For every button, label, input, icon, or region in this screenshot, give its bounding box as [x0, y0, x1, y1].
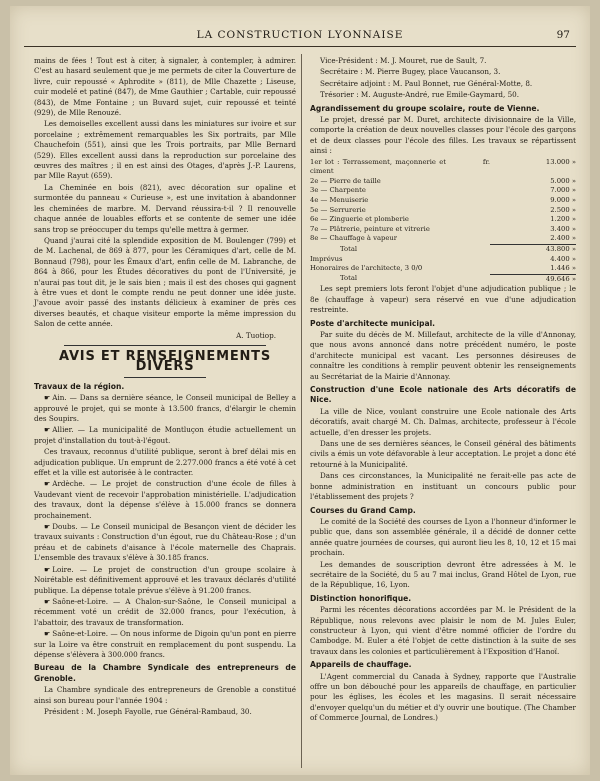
table-row — [310, 245, 576, 255]
article-paragraph: Le comité de la Société des courses de Lyon a l'honneur d'informer le public que, dans son assemblée générale, il a décidé de donner cette année quatre journées de courses, qui auront lieu les 8, 10, 12 et 15 mai prochain. — [310, 516, 576, 558]
subsection-heading: Bureau de la Chambre Syndicale des entrepreneurs de Grenoble. — [34, 663, 296, 683]
author-signature: A. Tuotiop. — [236, 330, 276, 340]
table-row — [310, 234, 576, 244]
article-paragraph: Les sept premiers lots feront l'objet d'une adjudication publique ; le 8e (chauffage à vapeur) sera réservé en vue d'une adjudication restreinte. — [310, 284, 576, 315]
news-item: ☛ Saône-et-Loire. — A Chalon-sur-Saône, le Conseil municipal a récemment voté un crédit de 32.000 francs, pour l'exécution, à l'abattoir, des travaux de transformation. — [34, 596, 296, 627]
table-row — [310, 274, 576, 284]
article-paragraph: La ville de Nice, voulant construire une Ecole nationale des Arts décoratifs, avait chargé M. Ch. Dalmas, architecte, professeur à l'école actuelle, d'en dresser les projets. — [310, 406, 576, 437]
currency-label — [446, 196, 490, 206]
bureau-member: Vice-Président : M. J. Mouret, rue de Sault, 7. — [320, 56, 487, 65]
news-item: ☛ Ardèche. — Le projet de construction d'une école de filles à Vaudevant vient de recevoir l'approbation ministérielle. L'adjudication des travaux, dont la dépense s'élève à 15.000 francs se donnera prochainement. — [34, 479, 296, 520]
table-row — [310, 196, 576, 206]
table-row — [310, 186, 576, 196]
bureau-member: Président : M. Joseph Fayolle, rue Général-Rambaud, 30. — [44, 706, 252, 716]
table-row — [310, 158, 576, 177]
row-label: 5e — Serrurerie — [310, 205, 366, 214]
page-header — [24, 28, 576, 47]
left-column — [34, 56, 296, 718]
news-item: ☛ Loire. — Le projet de construction d'un groupe scolaire à Noirétable est définitivement approuvé et les travaux déclarés d'utilité publique. La dépense totale prévue s'élève à 91.200 francs. — [34, 564, 296, 595]
section-title: AVIS ET RENSEIGNEMENTS DIVERS — [58, 348, 272, 375]
table-row — [310, 225, 576, 235]
grand-total-amount: 49.646 » — [490, 274, 576, 284]
budget-table — [310, 158, 576, 285]
bureau-member: Secrétaire : M. Pierre Bugey, place Vaucanson, 3. — [320, 67, 501, 77]
row-amount: 1.446 » — [550, 264, 576, 273]
row-amount: 9.000 » — [550, 196, 576, 205]
right-column — [310, 56, 576, 725]
table-row — [310, 177, 576, 187]
row-label: 2e — Pierre de taille — [310, 176, 381, 185]
row-label: 1er lot : Terrassement, maçonnerie et ciment — [310, 157, 446, 176]
subsection-heading: Travaux de la région. — [34, 381, 125, 391]
news-item: ☛ Ain. — Dans sa dernière séance, le Conseil municipal de Belley a approuvé le projet, qui se monte à 13.500 francs, d'élargir le chemin des Soupirs. — [34, 393, 296, 423]
row-amount: 2.500 » — [550, 205, 576, 214]
news-item: ☛ Saône-et-Loire. — On nous informe de Digoin qu'un pont en pierre sur la Loire va être construit en remplacement du pont suspendu. La dépense s'élèvera à 300.000 francs. — [34, 629, 296, 659]
table-row — [310, 215, 576, 225]
row-amount: 1.200 » — [550, 215, 576, 224]
currency-label — [446, 215, 490, 225]
row-label: 3e — Charpente — [310, 186, 366, 195]
row-label: 4e — Menuiserie — [310, 196, 369, 205]
newspaper-page — [10, 6, 590, 775]
row-amount: 13.000 » — [545, 157, 576, 166]
row-amount: 5.000 » — [550, 176, 576, 185]
currency-label: fr. — [482, 157, 490, 166]
article-paragraph: La Cheminée en bois (821), avec décoration sur opaline et surmontée du panneau « Curieuse », est une invitation à abandonner les cheminées de marbre. M. Dervand réussira-t-il ? Il renouvelle chaque année de louables efforts et se contente de semer une idée sans trop se préoccuper du temps qu'elle mettra à germer. — [34, 182, 296, 234]
row-label: Honoraires de l'architecte, 3 0/0 — [310, 264, 423, 273]
currency-label — [446, 186, 490, 196]
row-label: 7e — Plâtrerie, peinture et vitrerie — [310, 224, 430, 233]
news-item: ☛ Doubs. — Le Conseil municipal de Besançon vient de décider les travaux suivants : Construction d'un égout, rue du Château-Rose ; d'un préau et de cabinets d'aisance à l'école maternelle des Chaprais. L'ensemble des travaux s'élève à 30.185 francs. — [34, 522, 296, 563]
article-paragraph: L'Agent commercial du Canada à Sydney, rapporte que l'Australie offre un bon débouché pour les appareils de chauffage, en particulier pour les églises, les écoles et les magasins. Il serait nécessaire d'envoyer quelqu'un du métier et d'y ouvrir une boutique. (The Chamber of Commerce Journal, de Londres.) — [310, 671, 576, 723]
row-amount: 2.400 » — [550, 234, 576, 243]
subsection-heading: Distinction honorifique. — [310, 593, 412, 603]
subsection-heading: Construction d'une Ecole nationale des Arts décoratifs de Nice. — [310, 385, 576, 405]
total-label: Total — [340, 244, 358, 253]
pointing-hand-icon: ☛ — [44, 597, 51, 606]
article-paragraph: Les demandes de souscription devront être adressées à M. le secrétaire de la Société, du 5 au 7 mai inclus, Grand Hôtel de Lyon, rue de la République, 16, Lyon. — [310, 559, 576, 590]
total-label: Total — [340, 274, 358, 283]
article-paragraph: Dans une de ses dernières séances, le Conseil général des bâtiments civils a émis un vote défavorable à leur acceptation. Le projet a donc été retourné à la Municipalité. — [310, 439, 576, 469]
table-row — [310, 206, 576, 216]
pointing-hand-icon: ☛ — [44, 523, 51, 532]
pointing-hand-icon: ☛ — [44, 426, 51, 435]
page-number: 97 — [556, 29, 570, 41]
subsection-heading: Appareils de chauffage. — [310, 660, 412, 670]
currency-label — [446, 177, 490, 187]
section-rule — [124, 377, 206, 378]
pointing-hand-icon: ☛ — [44, 630, 51, 639]
article-paragraph: Dans ces circonstances, la Municipalité ne ferait-elle pas acte de bonne administration en instituant un concours public pour l'établissement des projets ? — [310, 471, 576, 502]
bureau-member: Secrétaire adjoint : M. Paul Bonnet, rue Général-Motte, 8. — [320, 78, 533, 88]
subsection-heading: Courses du Grand Camp. — [310, 505, 416, 515]
news-item: Ces travaux, reconnus d'utilité publique, seront à bref délai mis en adjudication publique. Un emprunt de 2.277.000 francs a été voté à cet effet et la ville est autorisée à le contracter. — [34, 447, 296, 478]
article-paragraph: Le projet, dressé par M. Duret, architecte divisionnaire de la Ville, comporte la création de deux nouvelles classes pour l'école des garçons et de deux classes pour l'école des filles. Les travaux se répartissent ainsi : — [310, 115, 576, 156]
article-paragraph: La Chambre syndicale des entrepreneurs de Grenoble a constitué ainsi son bureau pour l'année 1904 : — [34, 685, 296, 705]
row-label: 8e — Chauffage à vapeur — [310, 234, 397, 243]
running-title: LA CONSTRUCTION LYONNAISE — [196, 29, 404, 41]
article-paragraph: Parmi les récentes décorations accordées par M. le Président de la République, nous relevons avec plaisir le nom de M. Jules Euler, constructeur à Lyon, qui vient d'être nommé officier de l'ordre du Cambodge. M. Euler a été l'objet de cette distinction à la suite de ses travaux dans les colonies et particulièrement à l'Exposition d'Hanoï. — [310, 605, 576, 656]
article-paragraph: Quand j'aurai cité la splendide exposition de M. Boulenger (799) et de M. Lachenal, de 869 à 877, pour les Céramiques d'art, celle de M. Bonnaud (798), pour les Émaux d'art, enfin celle de M. Labranche, de 864 à 866, pour les Études décoratives du pont de l'Université, je n'aurai pas tout dit, je le sais bien ; mais il est des choses qui gagnent à être vues et dont le compte rendu ne peut donner une idée juste. J'avoue avoir passé des instants délicieux à examiner de près ces diverses beautés, et chaque visiteur emporte la même impression du Salon de cette année. — [34, 235, 296, 329]
column-divider — [301, 54, 302, 768]
currency-label — [446, 206, 490, 216]
pointing-hand-icon: ☛ — [44, 394, 51, 403]
row-amount: 4.400 » — [550, 254, 576, 263]
pointing-hand-icon: ☛ — [44, 565, 51, 574]
article-paragraph: mains de fées ! Tout est à citer, à signaler, à contempler, à admirer. C'est au hasard seulement que je me permets de citer la Couverture de livre, cuir repoussé « Aphrodite » (811), de Mlle Chazette ; Liseuse, cuir modelé et patiné (847), de Mme Gauthier ; Cartable, cuir repoussé (843), de Mme Fontaine ; un Buvard sujet, cuir repoussé et teinté (929), de Mlle Renouzé. — [34, 56, 296, 118]
bureau-member: Trésorier : M. Auguste-André, rue Emile-Gaymard, 50. — [320, 90, 520, 100]
row-amount: 7.000 » — [550, 186, 576, 195]
pointing-hand-icon: ☛ — [44, 480, 51, 489]
section-rule — [64, 345, 266, 346]
table-row — [310, 264, 576, 274]
subsection-heading: Poste d'architecte municipal. — [310, 318, 436, 328]
total-amount: 43.800 » — [490, 245, 576, 255]
article-paragraph: Les demoiselles excellent aussi dans les miniatures sur ivoire et sur porcelaine ; extrêmement remarquables les Six portraits, par Mlle Chauchefoin (551), ainsi que les Trois portraits, par Mlle Bernard (529). Elles excellent aussi dans la reproduction sur porcelaine des œuvres des maîtres ; il en est ainsi des Otages, d'après J.-P. Laurens, par Mlle Rayut (659). — [34, 119, 296, 181]
subsection-heading: Agrandissement du groupe scolaire, route de Vienne. — [310, 103, 540, 113]
article-paragraph: Par suite du décès de M. Millefaut, architecte de la ville d'Annonay, que nous avons annoncé dans notre précédent numéro, le poste d'architecte municipal est vacant. Les personnes désireuses de connaître les conditions à remplir peuvent obtenir les renseignements au Secrétariat de la Mairie d'Annonay. — [310, 330, 576, 381]
currency-label — [446, 225, 490, 235]
currency-label — [446, 234, 490, 244]
row-label: Imprévus — [310, 254, 343, 263]
news-item: ☛ Allier. — La municipalité de Montluçon étudie actuellement un projet d'installation du tout-à-l'égout. — [34, 425, 296, 445]
table-row — [310, 255, 576, 265]
row-label: 6e — Zinguerie et plomberie — [310, 215, 409, 224]
row-amount: 3.400 » — [550, 224, 576, 233]
